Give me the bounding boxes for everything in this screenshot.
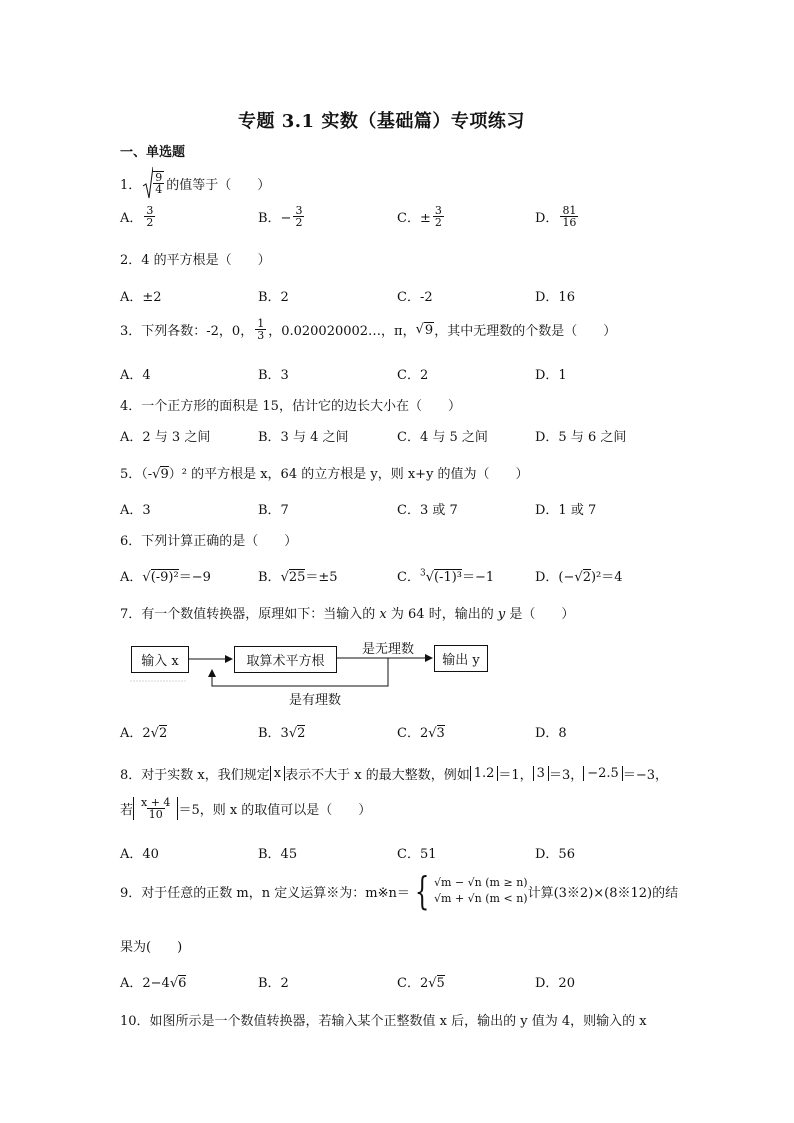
fraction-numerator: 3 bbox=[295, 204, 303, 217]
fraction-denominator: 2 bbox=[295, 216, 303, 229]
question-text: ＝5，则 x 的取值可以是（ ） bbox=[178, 803, 372, 818]
fraction-numerator: x + 4 bbox=[141, 796, 171, 809]
radicand: 2 bbox=[158, 726, 168, 741]
question-text: 7．有一个数值转换器，原理如下：当输入的 bbox=[120, 607, 380, 622]
sqrt-sign: √ bbox=[425, 570, 434, 585]
option-a[interactable] bbox=[120, 566, 211, 585]
option-b[interactable]: B．2 bbox=[258, 976, 289, 991]
option-c[interactable] bbox=[397, 972, 445, 991]
question-text: 8．对于实数 x，我们规定 bbox=[120, 768, 270, 783]
fraction-denominator: 10 bbox=[148, 808, 163, 821]
option-label: D． bbox=[535, 211, 559, 226]
option-d[interactable]: D．8 bbox=[535, 726, 567, 741]
option-b[interactable] bbox=[258, 722, 305, 741]
sqrt-sign: √ bbox=[150, 726, 159, 741]
option-label: C． bbox=[397, 570, 420, 585]
question-text: 是（ ） bbox=[505, 607, 575, 622]
floor-bracket bbox=[583, 766, 623, 781]
floor-bracket bbox=[533, 766, 549, 781]
sqrt-sign bbox=[143, 166, 153, 200]
option-c[interactable]: C．3 或 7 bbox=[397, 503, 458, 518]
question-text: 若 bbox=[120, 803, 134, 818]
option-c[interactable] bbox=[397, 205, 446, 228]
option-b[interactable]: B．45 bbox=[258, 847, 298, 862]
bracket-content: 3 bbox=[536, 766, 545, 781]
question-7 bbox=[120, 603, 574, 622]
bracket-content: −2.5 bbox=[587, 766, 619, 781]
option-b[interactable]: B．3 bbox=[258, 368, 289, 383]
option-c[interactable]: C．2 bbox=[397, 368, 429, 383]
root-index: 3 bbox=[419, 568, 426, 579]
option-d[interactable] bbox=[535, 566, 623, 585]
option-b[interactable]: B．3 与 4 之间 bbox=[258, 430, 349, 445]
option-d[interactable]: D．16 bbox=[535, 290, 575, 305]
radicand: 2 bbox=[582, 570, 591, 585]
fraction-numerator: 1 bbox=[257, 317, 265, 330]
question-text: 计算(3※2)×(8※12)的结 bbox=[527, 885, 679, 901]
option-c[interactable]: C．51 bbox=[397, 847, 437, 862]
fraction-denominator: 2 bbox=[434, 216, 442, 229]
box-label: 取算术平方根 bbox=[246, 654, 325, 669]
question-2: 2．4 的平方根是（ ） bbox=[120, 253, 271, 268]
option-a[interactable] bbox=[120, 722, 167, 741]
option-b[interactable]: B．2 bbox=[258, 290, 289, 305]
option-a[interactable] bbox=[120, 205, 157, 228]
sqrt-sign: √ bbox=[280, 570, 289, 585]
case-2: √m + √n (m < n) bbox=[434, 892, 528, 905]
question-text: 的值等于（ ） bbox=[166, 177, 271, 193]
option-a[interactable]: A．±2 bbox=[120, 290, 162, 305]
question-text: ，0.020020002…，π， bbox=[268, 324, 416, 339]
sqrt-sign: √ bbox=[169, 976, 179, 991]
radicand: 25 bbox=[288, 570, 306, 585]
question-6: 6．下列计算正确的是（ ） bbox=[120, 534, 298, 549]
section-heading: 一、单选题 bbox=[120, 145, 186, 160]
option-d[interactable]: D．1 或 7 bbox=[535, 503, 597, 518]
option-text: ＝±5 bbox=[305, 570, 338, 585]
question-1 bbox=[120, 166, 270, 200]
sqrt-sign: √ bbox=[428, 726, 437, 741]
option-a[interactable]: A．4 bbox=[120, 368, 151, 383]
option-label: B．3 bbox=[258, 726, 289, 741]
floor-bracket bbox=[470, 766, 499, 781]
question-10: 10．如图所示是一个数值转换器，若输入某个正整数值 x 后，输出的 y 值为 4，则输入的 x bbox=[120, 1014, 647, 1029]
question-text: 5．（- bbox=[120, 467, 153, 482]
option-c[interactable] bbox=[397, 566, 494, 585]
question-3 bbox=[120, 318, 616, 341]
radicand: 6 bbox=[178, 976, 187, 991]
sqrt-sign: √ bbox=[415, 322, 424, 337]
question-text: 表示不大于 x 的最大整数，例如 bbox=[285, 768, 470, 783]
radicand: 9 bbox=[160, 467, 169, 482]
question-number: 1． bbox=[120, 177, 142, 193]
box-label: 输出 y bbox=[442, 653, 480, 668]
question-text: ＝3， bbox=[548, 768, 584, 783]
option-b[interactable]: B．7 bbox=[258, 503, 289, 518]
floor-bracket bbox=[133, 797, 178, 820]
option-label: A．2−4 bbox=[120, 976, 170, 991]
option-a[interactable] bbox=[120, 972, 186, 991]
option-label: C．2 bbox=[397, 976, 429, 991]
fraction-denominator: 4 bbox=[155, 183, 163, 196]
option-a[interactable]: A．3 bbox=[120, 503, 151, 518]
fraction-numerator: 9 bbox=[155, 171, 163, 184]
variable-x: x bbox=[379, 607, 387, 622]
option-c[interactable]: C．-2 bbox=[397, 290, 433, 305]
question-text: ＝1， bbox=[498, 768, 533, 783]
question-9 bbox=[120, 869, 679, 913]
option-d[interactable]: D．20 bbox=[535, 976, 575, 991]
option-c[interactable] bbox=[397, 722, 445, 741]
question-9-line-2: 果为( ) bbox=[120, 940, 183, 955]
question-text: ）² 的平方根是 x，64 的立方根是 y，则 x+y 的值为（ ） bbox=[168, 467, 529, 482]
option-d[interactable] bbox=[535, 205, 580, 228]
fraction-numerator: 3 bbox=[146, 204, 154, 217]
question-text: ＝−3， bbox=[622, 768, 668, 783]
radicand: 5 bbox=[436, 976, 445, 991]
fraction-denominator: 2 bbox=[146, 216, 154, 229]
question-text: 为 64 时，输出的 bbox=[386, 607, 498, 622]
option-b[interactable] bbox=[258, 566, 338, 585]
radicand: (-9)² bbox=[150, 570, 179, 585]
question-5 bbox=[120, 463, 529, 482]
radicand: (-1)³ bbox=[433, 570, 463, 585]
option-text: ＝−9 bbox=[178, 570, 211, 585]
radicand: 3 bbox=[436, 726, 445, 741]
flow-box-input bbox=[131, 646, 189, 673]
option-label: A．2 bbox=[120, 726, 151, 741]
question-text: 9．对于任意的正数 m，n 定义运算※为：m※n＝ bbox=[120, 885, 410, 901]
option-label: D．(− bbox=[535, 570, 575, 585]
option-b[interactable] bbox=[258, 205, 306, 228]
fraction-denominator: 3 bbox=[257, 329, 265, 342]
option-label: A． bbox=[120, 211, 143, 226]
sqrt-sign: √ bbox=[142, 570, 151, 585]
variable-y: y bbox=[497, 607, 506, 622]
option-text: )²＝4 bbox=[590, 570, 623, 585]
question-4: 4．一个正方形的面积是 15，估计它的边长大小在（ ） bbox=[120, 399, 461, 414]
fraction-numerator: 81 bbox=[562, 204, 577, 217]
question-8-line-2 bbox=[120, 797, 371, 820]
floor-bracket bbox=[270, 766, 285, 781]
option-c[interactable]: C．4 与 5 之间 bbox=[397, 430, 488, 445]
question-8 bbox=[120, 764, 668, 783]
flow-box-operation bbox=[234, 646, 337, 673]
sqrt-sign: √ bbox=[152, 467, 161, 482]
question-text: 3．下列各数：-2，0， bbox=[120, 324, 254, 339]
option-a[interactable]: A．40 bbox=[120, 847, 159, 862]
label-irrational: 是无理数 bbox=[362, 642, 415, 657]
box-label: 输入 x bbox=[141, 654, 179, 669]
radicand: 9 bbox=[424, 322, 434, 338]
option-label: C．± bbox=[397, 211, 431, 226]
option-a[interactable]: A．2 与 3 之间 bbox=[120, 430, 211, 445]
sqrt-sign: √ bbox=[288, 726, 298, 741]
piecewise-cases bbox=[434, 875, 528, 907]
flow-box-output bbox=[434, 645, 488, 672]
bracket-content: x bbox=[273, 766, 282, 781]
left-brace: { bbox=[414, 869, 430, 913]
fraction-denominator: 16 bbox=[562, 216, 577, 229]
option-label: B． bbox=[258, 570, 281, 585]
option-d[interactable]: D．5 与 6 之间 bbox=[535, 430, 627, 445]
sqrt-sign: √ bbox=[428, 976, 437, 991]
question-text: ，其中无理数的个数是（ ） bbox=[434, 324, 617, 339]
bracket-content: 1.2 bbox=[473, 766, 495, 781]
label-rational: 是有理数 bbox=[289, 693, 342, 708]
option-d[interactable]: D．1 bbox=[535, 368, 567, 383]
option-label: C．2 bbox=[397, 726, 429, 741]
option-label: B．− bbox=[258, 211, 292, 226]
page-title: 专题 3.1 实数（基础篇）专项练习 bbox=[238, 111, 525, 132]
option-label: A． bbox=[120, 570, 143, 585]
fraction-numerator: 3 bbox=[434, 204, 442, 217]
option-d[interactable]: D．56 bbox=[535, 847, 575, 862]
radicand: 2 bbox=[297, 726, 306, 741]
case-1: √m − √n (m ≥ n) bbox=[434, 876, 528, 890]
option-text: ＝−1 bbox=[462, 570, 495, 585]
sqrt-sign: √ bbox=[574, 570, 583, 585]
